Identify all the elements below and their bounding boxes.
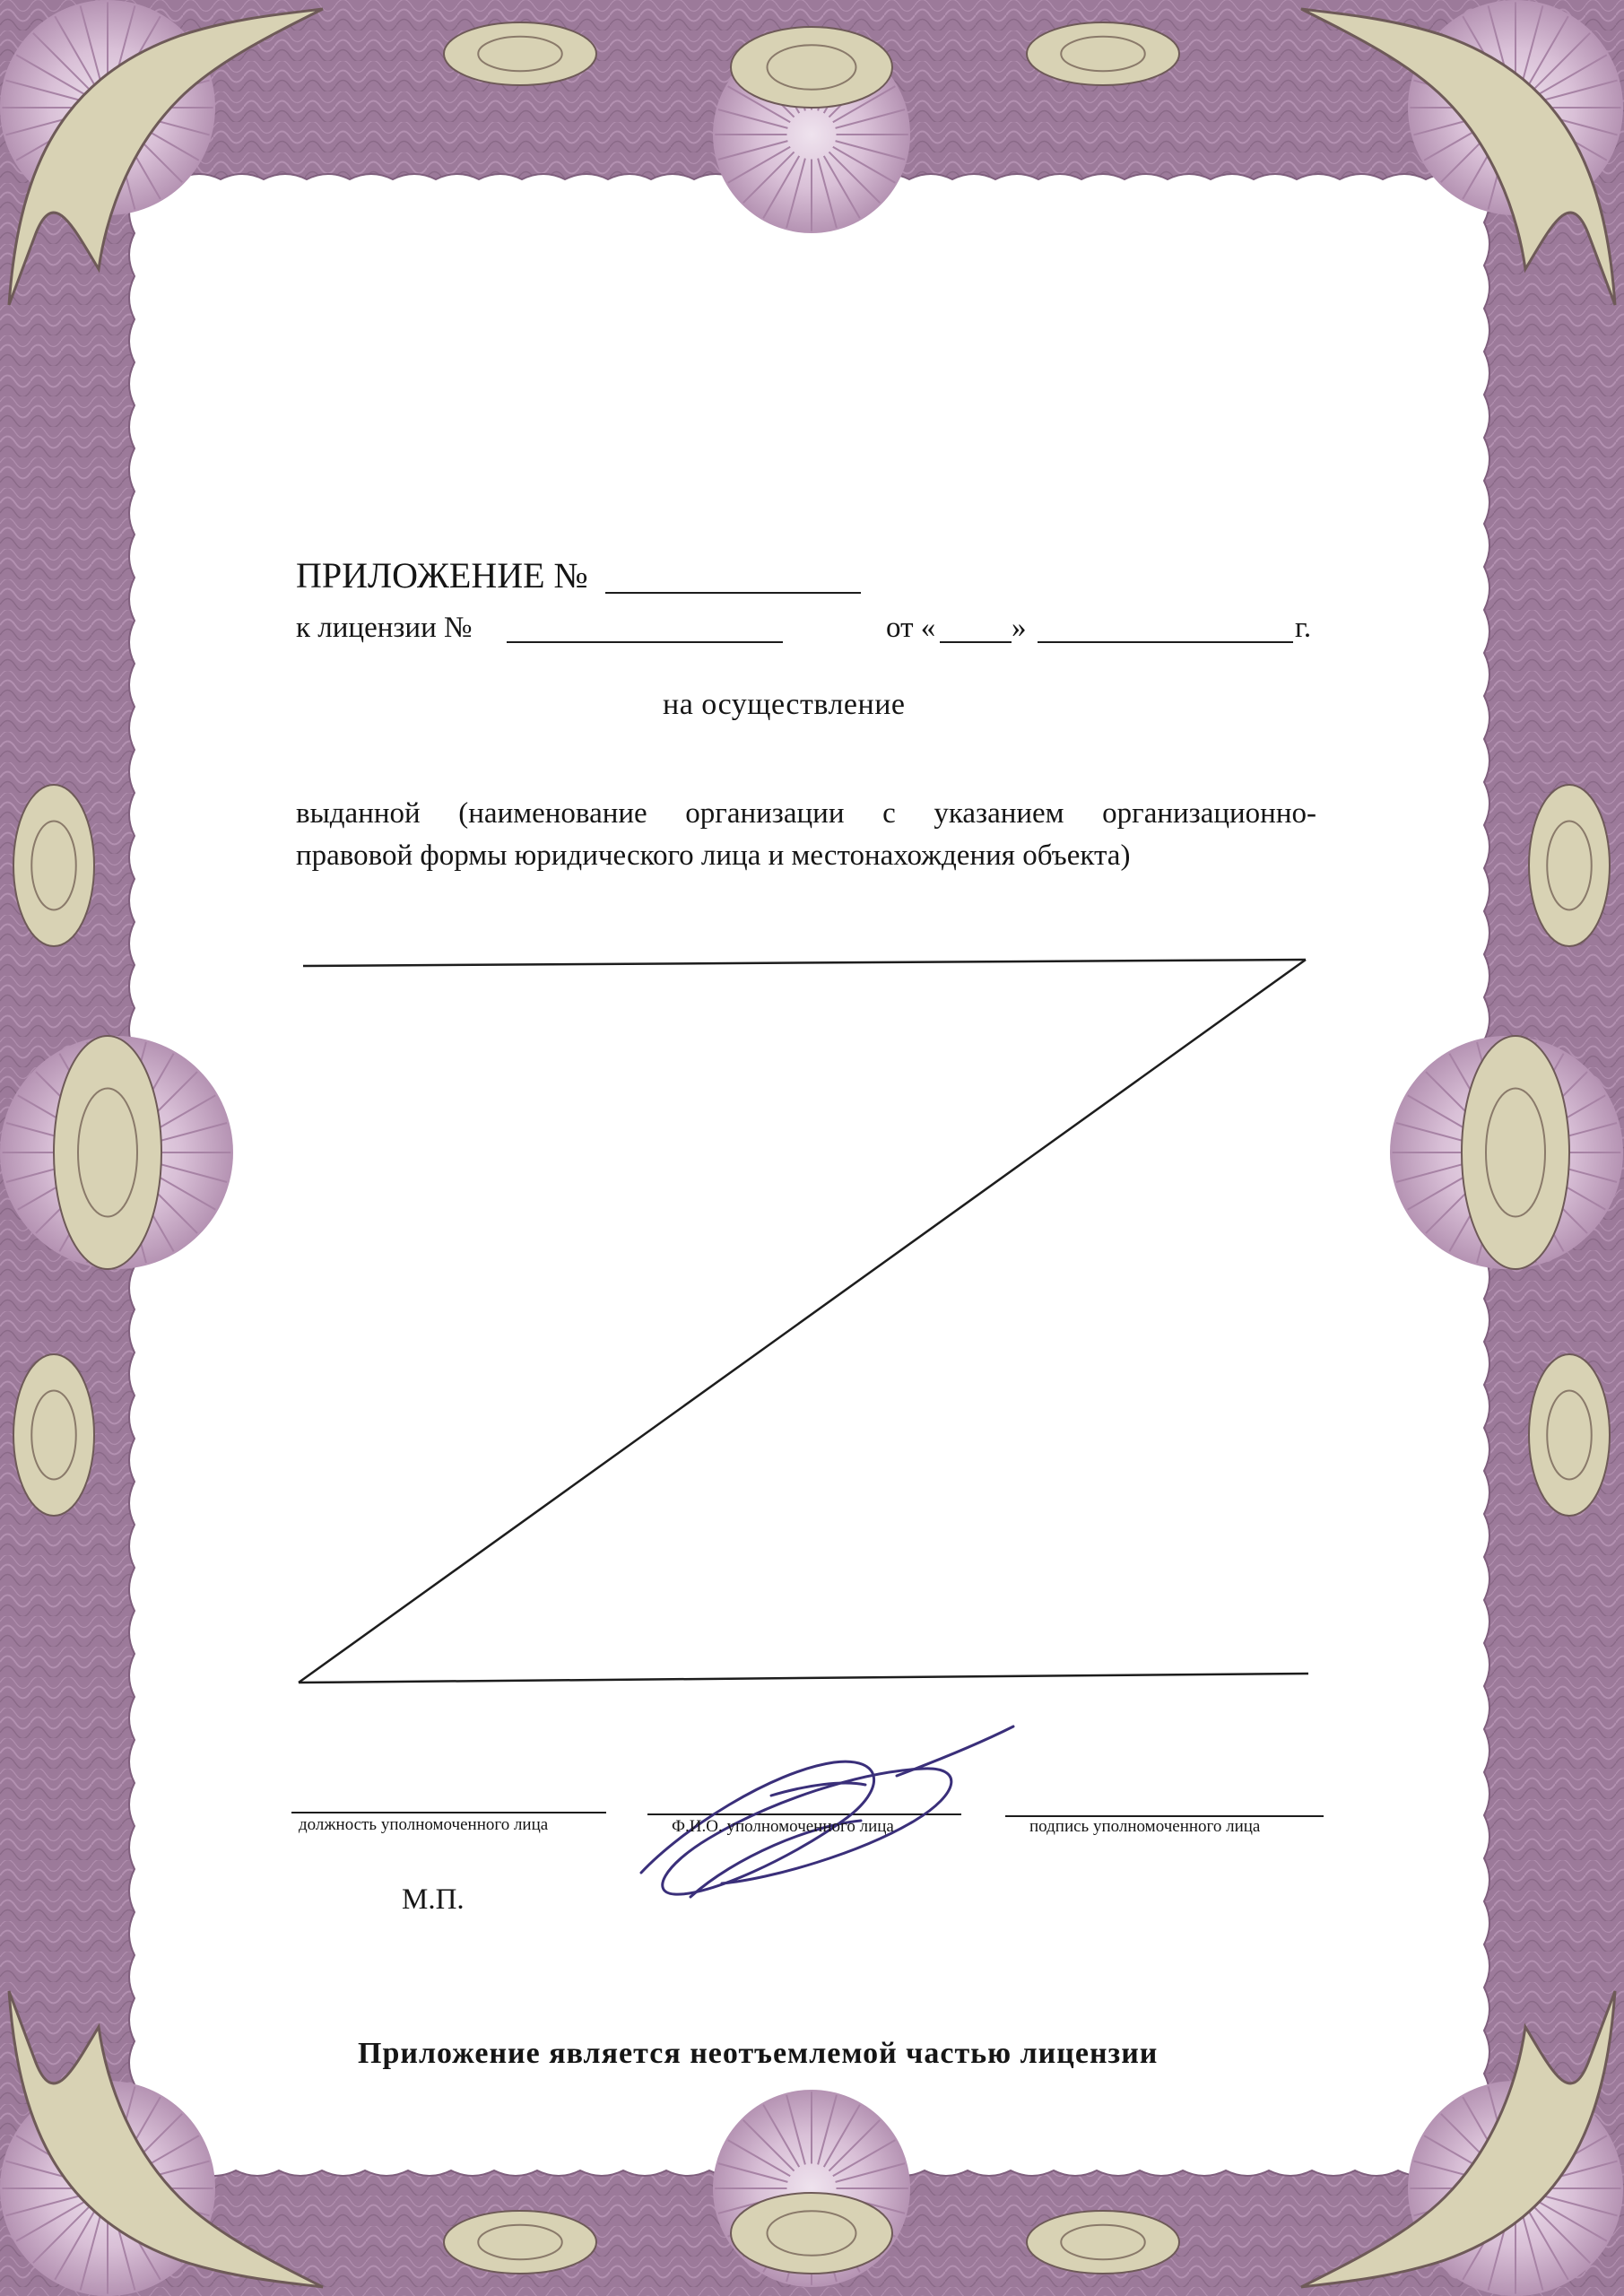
arabesque-ornament [444,22,596,85]
arabesque-ornament [1027,22,1179,85]
position-caption: должность уполномоченного лица [299,1815,549,1834]
license-number-label: к лицензии № [296,612,473,644]
arabesque-ornament [13,1354,94,1516]
issued-to-line-1: выданной (наименование организации с указанием организационно- [296,797,1316,830]
arabesque-ornament [1529,1354,1610,1516]
license-date-label: от « [886,612,936,644]
seal-placeholder: М.П. [402,1883,465,1916]
license-year-suffix: г. [1295,612,1312,644]
license-number-field[interactable] [507,641,783,643]
arabesque-ornament [1529,785,1610,946]
license-date-quote-close: » [1012,612,1027,644]
appendix-title: ПРИЛОЖЕНИЕ № [296,555,588,596]
arabesque-ornament [1027,2211,1179,2274]
arabesque-ornament [444,2211,596,2274]
issued-to-line-2: правовой формы юридического лица и местонахождения объекта) [296,839,1131,872]
footer-note: Приложение является неотъемлемой частью лицензии [358,2037,1159,2070]
purpose-label: на осуществление [663,688,906,721]
appendix-number-field[interactable] [605,592,861,594]
signature-caption: подпись уполномоченного лица [1029,1817,1261,1836]
license-month-year-field[interactable] [1038,641,1293,643]
arabesque-ornament [731,27,892,108]
license-day-field[interactable] [940,641,1012,643]
arabesque-ornament [54,1036,161,1269]
paper-area [129,174,1489,2176]
arabesque-ornament [1462,1036,1569,1269]
name-caption: Ф.И.О. уполномоченного лица [672,1817,894,1836]
arabesque-ornament [731,2193,892,2274]
arabesque-ornament [13,785,94,946]
